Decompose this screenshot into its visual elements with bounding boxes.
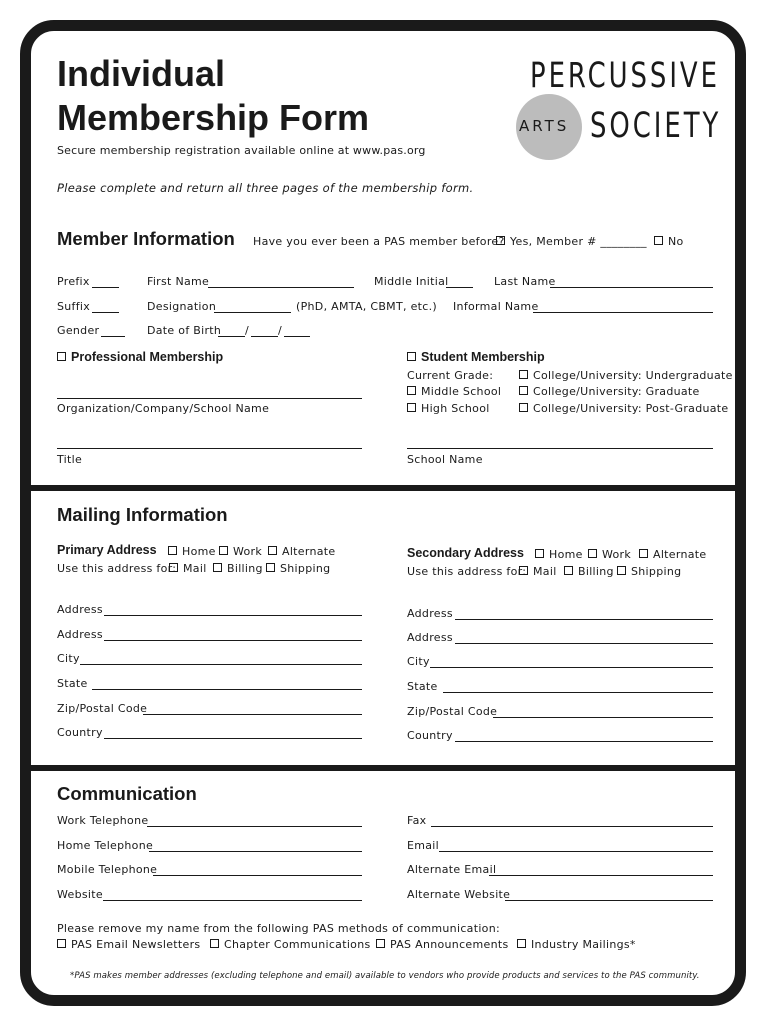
primary-home-checkbox[interactable] <box>168 545 216 558</box>
secondary-state-label: State <box>407 680 438 693</box>
gender-field[interactable] <box>101 336 125 337</box>
secondary-billing-checkbox[interactable] <box>564 565 614 578</box>
work-label: Work <box>602 548 632 561</box>
secondary-country-field[interactable] <box>455 741 713 742</box>
logo-arts: ARTS <box>519 117 570 135</box>
secondary-zip-field[interactable] <box>493 717 713 718</box>
website-field[interactable] <box>103 900 362 901</box>
mobile-telephone-label: Mobile Telephone <box>57 863 158 876</box>
footnote: *PAS makes member addresses (excluding telephone and email) available to vendors who provide products and services to the PAS community. <box>70 971 700 981</box>
alternate-email-label: Alternate Email <box>407 863 497 876</box>
secondary-state-field[interactable] <box>443 692 713 693</box>
organization-label: Organization/Company/School Name <box>57 402 270 415</box>
primary-country-field[interactable] <box>104 738 362 739</box>
title-field[interactable] <box>57 448 362 449</box>
last-name-label: Last Name <box>494 275 556 288</box>
secondary-work-checkbox[interactable] <box>588 548 631 561</box>
member-heading: Member Information <box>57 228 235 249</box>
email-label: Email <box>407 839 440 852</box>
industry-mailings-label: Industry Mailings* <box>531 938 636 951</box>
secondary-city-label: City <box>407 655 430 668</box>
secondary-address1-label: Address <box>407 607 453 620</box>
secondary-home-checkbox[interactable] <box>535 548 583 561</box>
dob-month-field[interactable] <box>218 336 245 337</box>
primary-shipping-checkbox[interactable] <box>266 562 330 575</box>
communication-heading: Communication <box>57 783 197 804</box>
middle-initial-label: Middle Initial <box>374 275 449 288</box>
page-title: Individual <box>57 53 226 94</box>
home-label: Home <box>182 545 216 558</box>
instruction: Please complete and return all three pages of the membership form. <box>57 181 474 195</box>
industry-mailings-checkbox[interactable] <box>517 938 636 951</box>
student-checkbox[interactable] <box>407 350 545 364</box>
shipping-label: Shipping <box>631 565 682 578</box>
primary-address1-label: Address <box>57 603 103 616</box>
section-divider <box>26 765 742 771</box>
page-title: Membership Form <box>57 97 370 138</box>
suffix-label: Suffix <box>57 300 91 313</box>
designation-field[interactable] <box>214 312 291 313</box>
last-name-field[interactable] <box>550 287 713 288</box>
chapter-communications-label: Chapter Communications <box>224 938 371 951</box>
yes-label: Yes, Member # ________ <box>510 235 647 248</box>
work-telephone-field[interactable] <box>147 826 362 827</box>
home-telephone-field[interactable] <box>149 851 362 852</box>
prefix-label: Prefix <box>57 275 90 288</box>
yes-checkbox[interactable] <box>496 235 647 248</box>
professional-checkbox[interactable] <box>57 350 223 364</box>
primary-city-field[interactable] <box>80 664 362 665</box>
alternate-website-label: Alternate Website <box>407 888 511 901</box>
pas-announcements-label: PAS Announcements <box>390 938 509 951</box>
current-grade-label: Current Grade: <box>407 369 494 382</box>
first-name-label: First Name <box>147 275 210 288</box>
fax-field[interactable] <box>431 826 713 827</box>
alternate-label: Alternate <box>653 548 707 561</box>
graduate-checkbox[interactable] <box>519 385 700 398</box>
no-checkbox[interactable] <box>654 235 684 248</box>
school-name-field[interactable] <box>407 448 713 449</box>
dob-label: Date of Birth <box>147 324 222 337</box>
home-label: Home <box>549 548 583 561</box>
informal-name-label: Informal Name <box>453 300 539 313</box>
home-telephone-label: Home Telephone <box>57 839 154 852</box>
secondary-mail-checkbox[interactable] <box>519 565 557 578</box>
secondary-address2-label: Address <box>407 631 453 644</box>
undergrad-checkbox[interactable] <box>519 369 733 382</box>
primary-zip-field[interactable] <box>143 714 362 715</box>
informal-name-field[interactable] <box>533 312 713 313</box>
mail-label: Mail <box>183 562 207 575</box>
alternate-website-field[interactable] <box>505 900 713 901</box>
email-field[interactable] <box>439 851 713 852</box>
alternate-email-field[interactable] <box>489 875 713 876</box>
email-newsletters-label: PAS Email Newsletters <box>71 938 201 951</box>
undergrad-label: College/University: Undergraduate <box>533 369 733 382</box>
primary-address2-field[interactable] <box>104 640 362 641</box>
primary-state-field[interactable] <box>92 689 362 690</box>
secondary-alternate-checkbox[interactable] <box>639 548 706 561</box>
section-divider <box>26 485 742 491</box>
billing-label: Billing <box>578 565 614 578</box>
middle-school-label: Middle School <box>421 385 502 398</box>
shipping-label: Shipping <box>280 562 331 575</box>
chapter-communications-checkbox[interactable] <box>210 938 371 951</box>
dob-separator: / <box>245 324 250 337</box>
mobile-telephone-field[interactable] <box>153 875 362 876</box>
website-label: Website <box>57 888 103 901</box>
primary-address1-field[interactable] <box>104 615 362 616</box>
secondary-address-heading: Secondary Address <box>407 546 524 560</box>
billing-label: Billing <box>227 562 263 575</box>
primary-use-for-label: Use this address for: <box>57 562 177 575</box>
secondary-address1-field[interactable] <box>455 619 713 620</box>
alternate-label: Alternate <box>282 545 336 558</box>
secondary-country-label: Country <box>407 729 453 742</box>
logo-percussive: PERCUSSIVE <box>530 56 720 96</box>
primary-billing-checkbox[interactable] <box>213 562 263 575</box>
school-name-label: School Name <box>407 453 483 466</box>
primary-alternate-checkbox[interactable] <box>268 545 335 558</box>
prefix-field[interactable] <box>92 287 119 288</box>
work-label: Work <box>233 545 263 558</box>
secondary-shipping-checkbox[interactable] <box>617 565 681 578</box>
postgrad-label: College/University: Post-Graduate <box>533 402 729 415</box>
logo-society: SOCIETY <box>590 106 722 146</box>
mail-label: Mail <box>533 565 557 578</box>
primary-state-label: State <box>57 677 88 690</box>
primary-zip-label: Zip/Postal Code <box>57 702 148 715</box>
postgrad-checkbox[interactable] <box>519 402 729 415</box>
middle-school-checkbox[interactable] <box>407 385 501 398</box>
secondary-city-field[interactable] <box>430 667 713 668</box>
professional-label: Professional Membership <box>71 350 224 364</box>
remove-communication-text: Please remove my name from the following PAS methods of communication: <box>57 922 500 935</box>
primary-mail-checkbox[interactable] <box>169 562 207 575</box>
graduate-label: College/University: Graduate <box>533 385 700 398</box>
primary-city-label: City <box>57 652 80 665</box>
secondary-use-for-label: Use this address for: <box>407 565 527 578</box>
no-label: No <box>668 235 684 248</box>
primary-work-checkbox[interactable] <box>219 545 262 558</box>
dob-day-field[interactable] <box>251 336 278 337</box>
designation-hint: (PhD, AMTA, CBMT, etc.) <box>296 300 438 313</box>
gender-label: Gender <box>57 324 100 337</box>
primary-address-heading: Primary Address <box>57 543 157 557</box>
primary-address2-label: Address <box>57 628 103 641</box>
designation-label: Designation <box>147 300 217 313</box>
first-name-field[interactable] <box>208 287 354 288</box>
high-school-label: High School <box>421 402 490 415</box>
subtitle: Secure membership registration available online at www.pas.org <box>57 144 426 157</box>
organization-field[interactable] <box>57 398 362 399</box>
mailing-heading: Mailing Information <box>57 504 228 525</box>
suffix-field[interactable] <box>92 312 119 313</box>
middle-initial-field[interactable] <box>446 287 473 288</box>
work-telephone-label: Work Telephone <box>57 814 149 827</box>
fax-label: Fax <box>407 814 427 827</box>
pas-announcements-checkbox[interactable] <box>376 938 509 951</box>
dob-year-field[interactable] <box>284 336 310 337</box>
secondary-zip-label: Zip/Postal Code <box>407 705 498 718</box>
title-label: Title <box>57 453 83 466</box>
student-label: Student Membership <box>421 350 545 364</box>
member-question: Have you ever been a PAS member before? <box>253 235 505 248</box>
high-school-checkbox[interactable] <box>407 402 490 415</box>
dob-separator: / <box>278 324 283 337</box>
email-newsletters-checkbox[interactable] <box>57 938 200 951</box>
secondary-address2-field[interactable] <box>455 643 713 644</box>
primary-country-label: Country <box>57 726 103 739</box>
